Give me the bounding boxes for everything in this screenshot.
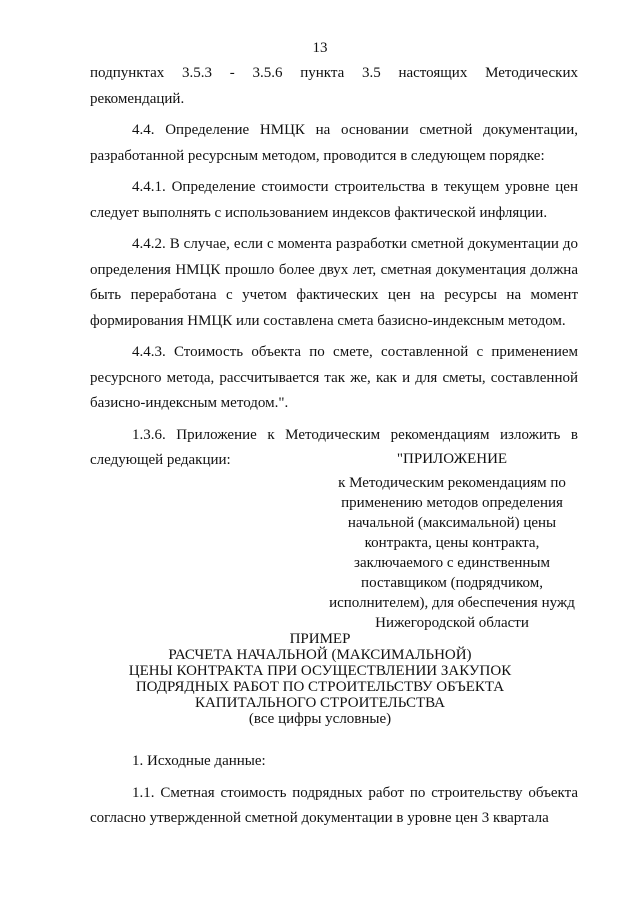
example-title-line: ЦЕНЫ КОНТРАКТА ПРИ ОСУЩЕСТВЛЕНИИ ЗАКУПОК xyxy=(128,663,512,679)
paragraph-4-4-1: 4.4.1. Определение стоимости строительства в текущем уровне цен следует выполнять с использованием индексов фактической инфляции. xyxy=(90,179,578,221)
example-note: (все цифры условные) xyxy=(248,711,392,727)
example-title xyxy=(0,631,640,727)
appendix-line: начальной (максимальной) цены xyxy=(347,515,557,531)
paragraph-4-4-3: 4.4.3. Стоимость объекта по смете, составленной с применением ресурсного метода, рассчитывается так же, как и для сметы, составленной базисно-индексным методом.". xyxy=(90,344,578,411)
example-title-line: ПОДРЯДНЫХ РАБОТ ПО СТРОИТЕЛЬСТВУ ОБЪЕКТА xyxy=(135,679,505,695)
example-title-line: РАСЧЕТА НАЧАЛЬНОЙ (МАКСИМАЛЬНОЙ) xyxy=(168,647,472,663)
appendix-block xyxy=(322,449,582,633)
section-paragraph-1-1: 1.1. Сметная стоимость подрядных работ по строительству объекта согласно утвержденной сметной документации в уровне цен 3 квартала xyxy=(90,784,578,826)
example-title-line: ПРИМЕР xyxy=(289,631,351,647)
section-heading: 1. Исходные данные: xyxy=(132,753,266,769)
source-data-section xyxy=(90,749,578,832)
paragraph-4-4-2: 4.4.2. В случае, если с момента разработки сметной документации до определения НМЦК прошло более двух лет, сметная документация должна быть переработана с учетом фактических цен на ресурсы на момент формирования НМЦК или составлена смета базисно-индексным методом. xyxy=(90,236,578,329)
paragraph-continuation: подпунктах 3.5.3 - 3.5.6 пункта 3.5 настоящих Методических рекомендаций. xyxy=(90,65,578,107)
appendix-line: к Методическим рекомендациям по xyxy=(338,475,566,491)
appendix-line: контракта, цены контракта, xyxy=(364,535,540,551)
example-title-line: КАПИТАЛЬНОГО СТРОИТЕЛЬСТВА xyxy=(194,695,446,711)
page-number: 13 xyxy=(312,40,328,56)
appendix-line: заключаемого с единственным xyxy=(354,555,550,571)
appendix-heading: "ПРИЛОЖЕНИЕ xyxy=(396,451,508,467)
document-body xyxy=(90,61,578,474)
paragraph-1-3-6: 1.3.6. Приложение к Методическим рекомендациям изложить в следующей редакции: xyxy=(90,426,578,468)
paragraph-4-4: 4.4. Определение НМЦК на основании сметной документации, разработанной ресурсным методом, проводится в следующем порядке: xyxy=(90,122,578,164)
appendix-line: Нижегородской области xyxy=(375,615,529,631)
appendix-line: поставщиком (подрядчиком, xyxy=(361,575,543,591)
appendix-line: применению методов определения xyxy=(341,495,563,511)
appendix-line: исполнителем), для обеспечения нужд xyxy=(329,595,575,611)
